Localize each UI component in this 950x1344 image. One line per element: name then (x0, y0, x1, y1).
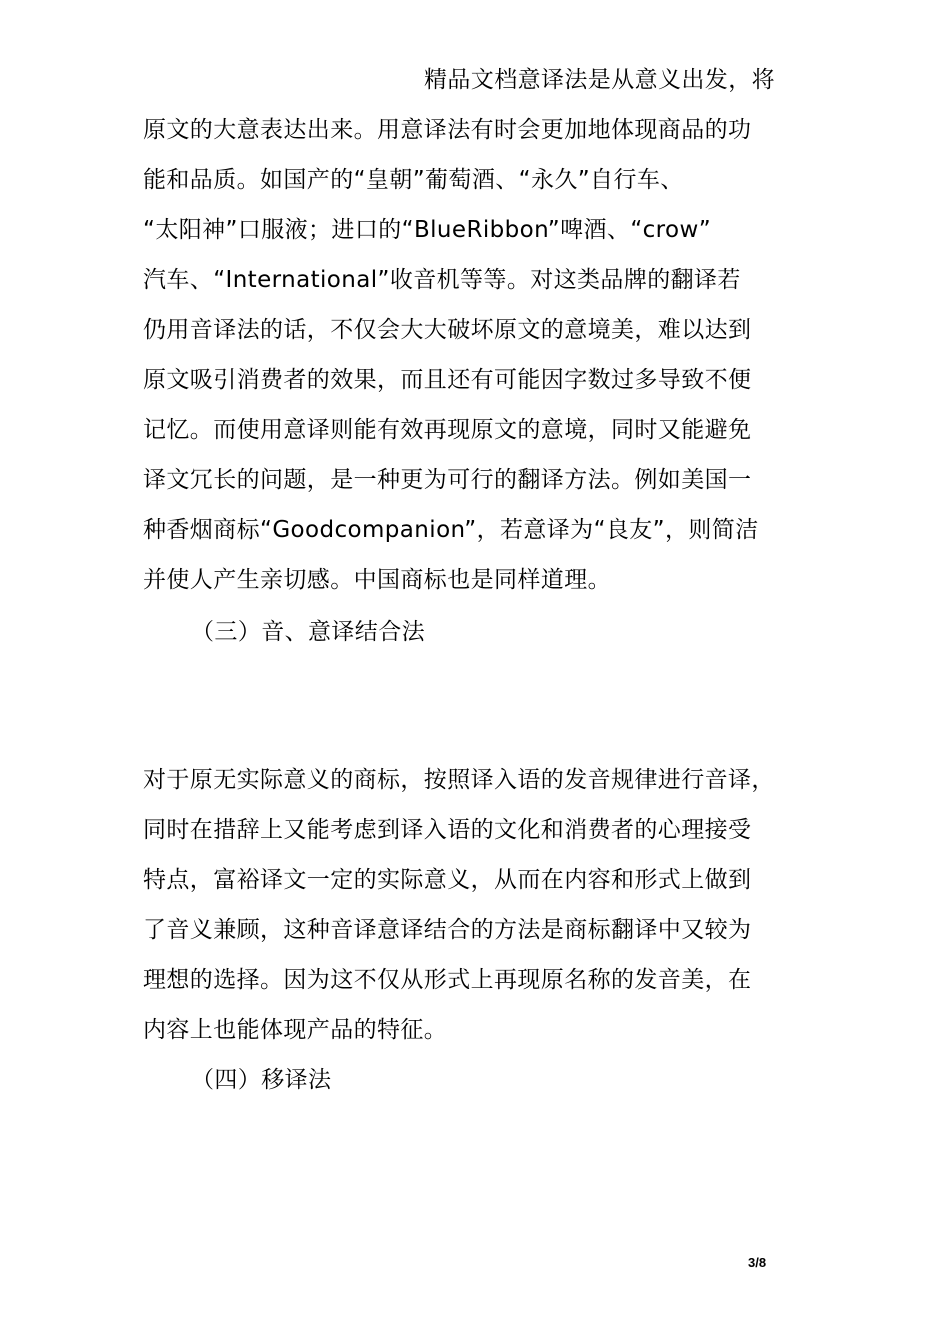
paragraph-line: 特点，富裕译文一定的实际意义，从而在内容和形式上做到 (143, 867, 752, 893)
paragraph-line: 原文吸引消费者的效果，而且还有可能因字数过多导致不便 (143, 367, 752, 393)
paragraph-line: 精品文档意译法是从意义出发，将 (424, 67, 775, 93)
paragraph-line: 种香烟商标“Goodcompanion”，若意译为“良友”，则简洁 (143, 517, 759, 543)
section-heading-three: （三）音、意译结合法 (191, 619, 425, 645)
paragraph-line: 同时在措辞上又能考虑到译入语的文化和消费者的心理接受 (143, 817, 752, 843)
page-number: 3/8 (748, 1255, 767, 1270)
paragraph-line: 能和品质。如国产的“皇朝”葡萄酒、“永久”自行车、 (143, 167, 684, 193)
paragraph-line: 译文冗长的问题，是一种更为可行的翻译方法。例如美国一 (143, 467, 752, 493)
paragraph-line: 对于原无实际意义的商标，按照译入语的发音规律进行音译， (143, 767, 775, 793)
section-heading-four: （四）移译法 (191, 1067, 332, 1093)
paragraph-line: 汽车、“International”收音机等等。对这类品牌的翻译若 (143, 267, 741, 293)
paragraph-line: 内容上也能体现产品的特征。 (143, 1017, 448, 1043)
paragraph-line: 了音义兼顾，这种音译意译结合的方法是商标翻译中又较为 (143, 917, 752, 943)
paragraph-line: 仍用音译法的话，不仅会大大破坏原文的意境美，难以达到 (143, 317, 752, 343)
paragraph-line: 记忆。而使用意译则能有效再现原文的意境，同时又能避免 (143, 417, 752, 443)
paragraph-line: 原文的大意表达出来。用意译法有时会更加地体现商品的功 (143, 117, 752, 143)
paragraph-line: 理想的选择。因为这不仅从形式上再现原名称的发音美，在 (143, 967, 752, 993)
paragraph-line: “太阳神”口服液；进口的“BlueRibbon”啤酒、“crow” (143, 217, 712, 243)
paragraph-line: 并使人产生亲切感。中国商标也是同样道理。 (143, 567, 611, 593)
